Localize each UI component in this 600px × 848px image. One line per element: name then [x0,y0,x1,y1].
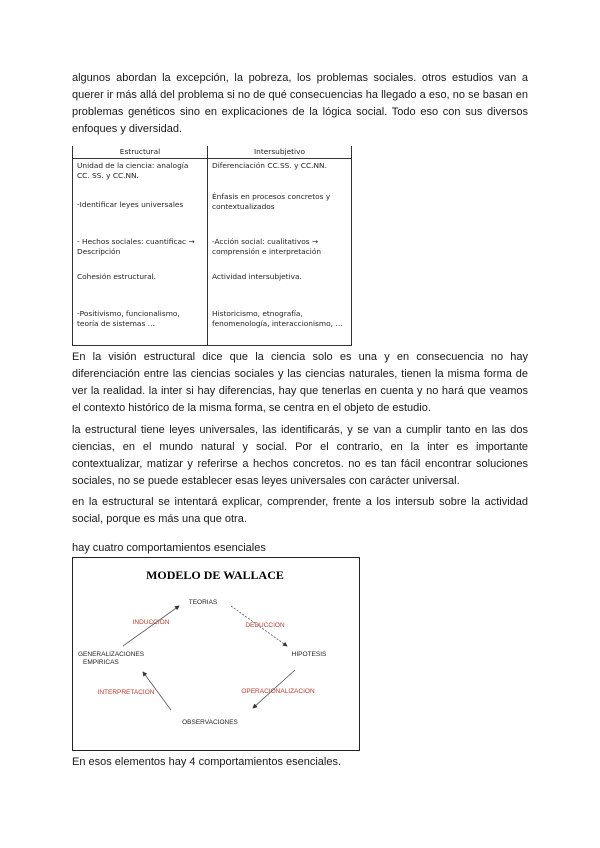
table-cell: -Positivismo, funcionalismo, teoría de sistemas … [73,303,208,346]
table-row [73,159,352,193]
table-cell: Cohesión estructural. [73,268,208,303]
table-cell: Énfasis en procesos concretos y contextualizados [208,192,352,231]
table-cell: Actividad intersubjetiva. [208,268,352,303]
paragraph-explicar: en la estructural se intentará explicar, comprender, frente a los intersub sobre la actividad social, porque es más una que otra. [72,496,528,525]
node-hipotesis: HIPOTESIS [291,651,327,658]
table-row [73,192,352,231]
table-row [73,268,352,303]
node-teorias: TEORIAS [188,599,218,606]
process-induccion: INDUCCION [132,619,170,626]
table-cell: Unidad de la ciencia: analogía CC. SS. y CC.NN. [73,159,208,193]
paragraph-intro: algunos abordan la excepción, la pobreza, los problemas sociales. otros estudios van a querer ir más allá del problema si no de qué consecuencias ha llegado a eso, no se basan en problemas genéticos sino en explicaciones de la lógica social. Todo eso con sus diversos enfoques y diversidad. [72,72,528,135]
paragraph-leyes: la estructural tiene leyes universales, las identificarás, y se van a cumplir tanto en las dos ciencias, en el mundo natural y social. Por el contrario, en la inter es importante contextualizar, matizar y referirse a hechos concretos. no es tan fácil encontrar soluciones sociales, no se puede establecer esas leyes universales con carácter universal. [72,424,528,487]
comparison-table [72,146,352,332]
table-row [73,231,352,268]
header-estructural: Estructural [73,146,208,159]
process-interpretacion: INTERPRETACION [97,689,155,696]
node-empiricas: EMPIRICAS [83,659,119,666]
table-cell: - Hechos sociales: cuantificac → Descripción [73,231,208,268]
arrow-generalizaciones-to-teorias [123,606,179,646]
header-intersubjetivo: Intersubjetivo [208,146,352,159]
wallace-model-figure [72,557,360,751]
process-operacionalizacion: OPERACIONALIZACION [241,688,315,695]
table-cell: Diferenciación CC.SS. y CC.NN. [208,159,352,193]
table-cell: Historicismo, etnografía, fenomenología, interaccionismo, … [208,303,352,346]
process-deduccion: DEDUCCION [245,622,285,629]
paragraph-vision: En la visión estructural dice que la ciencia solo es una y en consecuencia no hay diferenciación entre las ciencias sociales y las ciencias naturales, tienen la misma forma de ver la realidad. la inter si hay diferencias, hay que tenerlas en cuenta y no hará que veamos el contexto histórico de la misma forma, se centra en el objeto de estudio. [72,351,528,414]
table-cell: -Acción social: cualitativos → comprensión e interpretación [208,231,352,268]
node-generalizaciones: GENERALIZACIONES [78,651,145,658]
table-row [73,303,352,346]
node-observaciones: OBSERVACIONES [182,719,238,726]
paragraph-cuatro: hay cuatro comportamientos esenciales [72,542,266,554]
figure-caption: En esos elementos hay 4 comportamientos esenciales. [72,756,342,768]
table-cell: -Identificar leyes universales [73,192,208,231]
diagram-title: MODELO DE WALLACE [146,568,284,582]
